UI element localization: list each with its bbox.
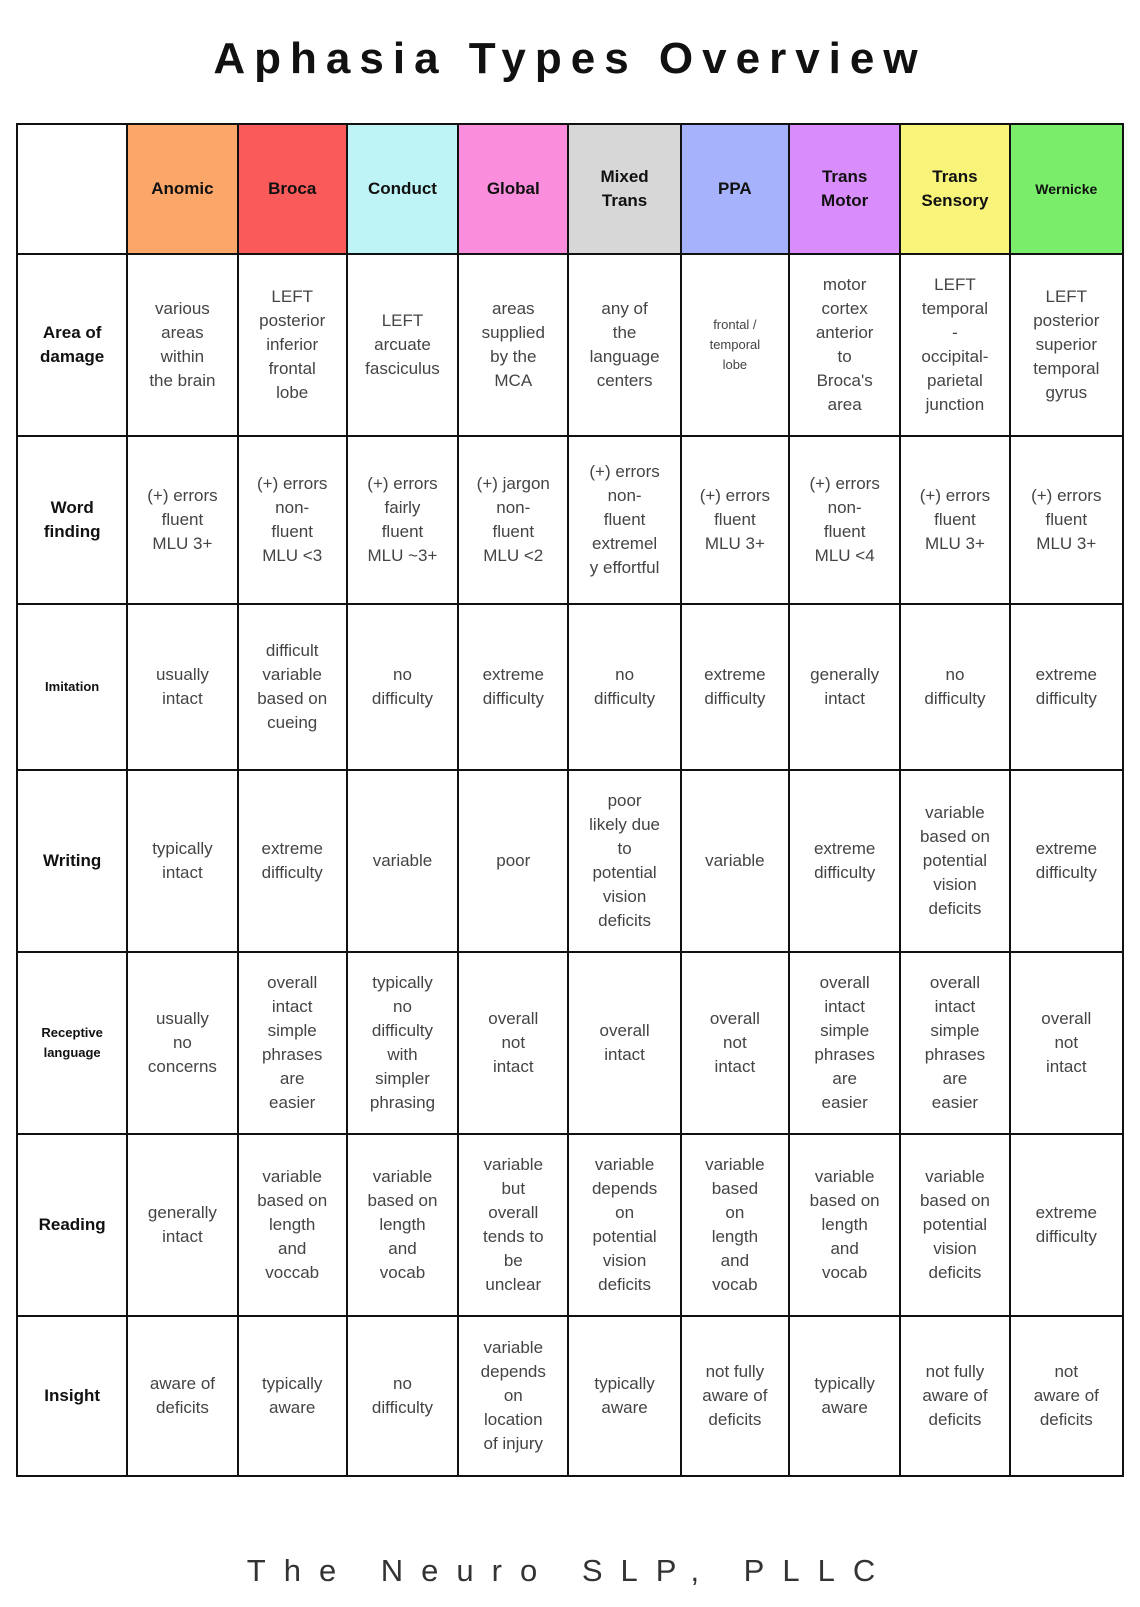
table-cell: typically aware xyxy=(789,1316,900,1476)
table-cell: variable based on length and vocab xyxy=(681,1134,789,1316)
table-cell: generally intact xyxy=(789,604,900,770)
column-header-label: Mixed Trans xyxy=(600,167,649,210)
table-cell: (+) errors non- fluent extremel y effortful xyxy=(568,436,680,604)
table-cell: extreme difficulty xyxy=(238,770,347,952)
table-cell: poor xyxy=(458,770,568,952)
table-cell: LEFT posterior inferior frontal lobe xyxy=(238,254,347,436)
table-cell: variable xyxy=(347,770,458,952)
column-header-broca xyxy=(238,124,347,254)
column-header-label: Conduct xyxy=(368,179,437,198)
row-header-insight: Insight xyxy=(17,1316,127,1476)
table-cell: (+) errors non- fluent MLU <3 xyxy=(238,436,347,604)
row-header-reading: Reading xyxy=(17,1134,127,1316)
table-cell: variable xyxy=(681,770,789,952)
table-cell: not fully aware of deficits xyxy=(681,1316,789,1476)
table-cell: aware of deficits xyxy=(127,1316,237,1476)
column-header-label: Trans Motor xyxy=(821,167,869,210)
table-cell: motor cortex anterior to Broca's area xyxy=(789,254,900,436)
table-cell: frontal / temporal lobe xyxy=(681,254,789,436)
row-reading xyxy=(17,1134,1123,1316)
table-cell: difficult variable based on cueing xyxy=(238,604,347,770)
table-cell: typically intact xyxy=(127,770,237,952)
table-cell: variable depends on location of injury xyxy=(458,1316,568,1476)
table-cell: extreme difficulty xyxy=(789,770,900,952)
table-cell: no difficulty xyxy=(347,1316,458,1476)
table-cell: variable based on potential vision deficits xyxy=(900,1134,1009,1316)
table-cell: overall not intact xyxy=(1010,952,1123,1134)
row-word-finding xyxy=(17,436,1123,604)
table-cell: LEFT arcuate fasciculus xyxy=(347,254,458,436)
table-cell: (+) errors fluent MLU 3+ xyxy=(1010,436,1123,604)
table-cell: not fully aware of deficits xyxy=(900,1316,1009,1476)
row-writing xyxy=(17,770,1123,952)
column-header-label: PPA xyxy=(718,179,752,198)
table-cell: typically no difficulty with simpler phrasing xyxy=(347,952,458,1134)
table-cell: overall intact xyxy=(568,952,680,1134)
row-header-writing: Writing xyxy=(17,770,127,952)
table-cell: variable based on potential vision deficits xyxy=(900,770,1009,952)
table-cell: overall not intact xyxy=(458,952,568,1134)
row-insight xyxy=(17,1316,1123,1476)
table-cell: (+) errors fluent MLU 3+ xyxy=(900,436,1009,604)
table-cell: extreme difficulty xyxy=(681,604,789,770)
table-cell: variable based on length and vocab xyxy=(789,1134,900,1316)
column-header-wernicke xyxy=(1010,124,1123,254)
table-cell: overall not intact xyxy=(681,952,789,1134)
header-row xyxy=(17,124,1123,254)
table-cell: variable based on length and voccab xyxy=(238,1134,347,1316)
table-cell: extreme difficulty xyxy=(1010,604,1123,770)
table-cell: any of the language centers xyxy=(568,254,680,436)
table-cell: typically aware xyxy=(568,1316,680,1476)
row-receptive-language xyxy=(17,952,1123,1134)
table-cell: no difficulty xyxy=(900,604,1009,770)
column-header-label: Anomic xyxy=(151,179,214,198)
column-header-global xyxy=(458,124,568,254)
table-cell: no difficulty xyxy=(347,604,458,770)
corner-cell xyxy=(17,124,127,254)
table-cell: not aware of deficits xyxy=(1010,1316,1123,1476)
row-header-imitation: Imitation xyxy=(17,604,127,770)
table-cell: various areas within the brain xyxy=(127,254,237,436)
table-cell: variable depends on potential vision deficits xyxy=(568,1134,680,1316)
column-header-trans-motor xyxy=(789,124,900,254)
table-cell: extreme difficulty xyxy=(1010,1134,1123,1316)
row-header-receptive-language: Receptive language xyxy=(17,952,127,1134)
table-cell: (+) jargon non- fluent MLU <2 xyxy=(458,436,568,604)
table-cell: no difficulty xyxy=(568,604,680,770)
row-imitation xyxy=(17,604,1123,770)
table-cell: (+) errors fluent MLU 3+ xyxy=(127,436,237,604)
table-cell: typically aware xyxy=(238,1316,347,1476)
table-cell: overall intact simple phrases are easier xyxy=(238,952,347,1134)
table-cell: variable but overall tends to be unclear xyxy=(458,1134,568,1316)
table-cell: generally intact xyxy=(127,1134,237,1316)
table-cell: (+) errors non- fluent MLU <4 xyxy=(789,436,900,604)
table-cell: overall intact simple phrases are easier xyxy=(900,952,1009,1134)
table-cell: LEFT posterior superior temporal gyrus xyxy=(1010,254,1123,436)
row-header-word-finding: Word finding xyxy=(17,436,127,604)
footer-brand: The Neuro SLP, PLLC xyxy=(246,1553,894,1588)
column-header-label: Trans Sensory xyxy=(921,167,989,210)
table-cell: poor likely due to potential vision deficits xyxy=(568,770,680,952)
table-cell: variable based on length and vocab xyxy=(347,1134,458,1316)
column-header-label: Global xyxy=(486,179,540,198)
table-cell: LEFT temporal - occipital- parietal junction xyxy=(900,254,1009,436)
table-cell: extreme difficulty xyxy=(1010,770,1123,952)
aphasia-table xyxy=(16,123,1124,1477)
row-header-area-of-damage: Area of damage xyxy=(17,254,127,436)
table-cell: usually intact xyxy=(127,604,237,770)
row-area-of-damage xyxy=(17,254,1123,436)
column-header-anomic xyxy=(127,124,237,254)
table-cell: usually no concerns xyxy=(127,952,237,1134)
table-cell: overall intact simple phrases are easier xyxy=(789,952,900,1134)
table-cell: extreme difficulty xyxy=(458,604,568,770)
page-title: Aphasia Types Overview xyxy=(213,34,927,83)
column-header-trans-sensory xyxy=(900,124,1009,254)
column-header-ppa xyxy=(681,124,789,254)
column-header-label: Wernicke xyxy=(1035,181,1098,197)
table-cell: (+) errors fluent MLU 3+ xyxy=(681,436,789,604)
column-header-label: Broca xyxy=(268,179,317,198)
column-header-conduct xyxy=(347,124,458,254)
column-header-mixed-trans xyxy=(568,124,680,254)
table-cell: (+) errors fairly fluent MLU ~3+ xyxy=(347,436,458,604)
table-cell: areas supplied by the MCA xyxy=(458,254,568,436)
